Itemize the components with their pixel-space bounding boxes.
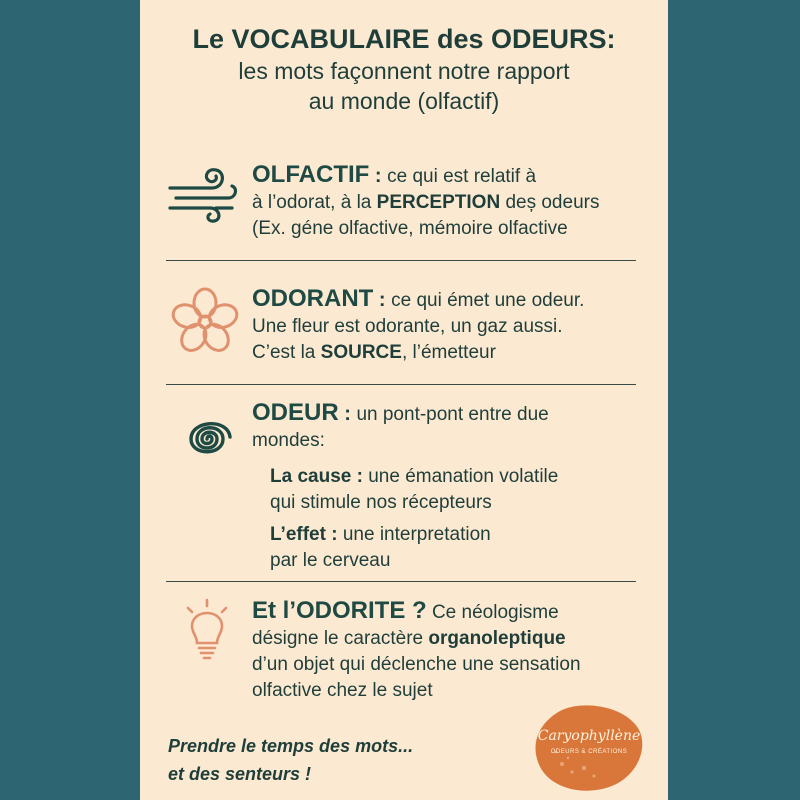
- odeur-line-2: mondes:: [252, 430, 325, 451]
- term-odeur: ODEUR: [252, 399, 339, 426]
- odeur-line-1: un pont-pont entre due: [356, 404, 549, 425]
- logo-tagline: ODEURS & CRÉATIONS: [550, 749, 628, 755]
- olfactif-line-2c: deș odeurs: [500, 192, 600, 213]
- brand-logo: [532, 702, 646, 792]
- term-odorant: ODORANT: [252, 285, 374, 312]
- wind-icon: [166, 164, 242, 224]
- footer-line-2: et des senteurs !: [168, 764, 312, 784]
- term-separator: :: [369, 165, 388, 187]
- odorite-line-4: olfactive chez le sujet: [252, 680, 433, 701]
- cause-line-1: une émanation volatile: [362, 466, 559, 487]
- spiral-icon: [172, 404, 242, 474]
- title-line-1: Le VOCABULAIRE des ODEURS:: [192, 24, 616, 54]
- odorite-line-1: Ce néologisme: [426, 602, 559, 623]
- flower-icon: [170, 286, 240, 356]
- odorite-line-2a: désigne le caractère: [252, 628, 429, 649]
- cause-line-2: qui stimule nos récepteurs: [270, 492, 492, 513]
- term-olfactif: OLFACTIF: [252, 161, 370, 188]
- odorite-text: [252, 598, 581, 704]
- footer-tagline: [168, 732, 413, 788]
- logo-blob: [532, 702, 646, 792]
- odorant-line-3a: C’est la: [252, 342, 321, 363]
- term-separator: :: [373, 289, 392, 311]
- vocabulary-card: [140, 0, 668, 800]
- logo-name: Caryophyllène: [537, 728, 641, 744]
- effect-label: L’effet :: [270, 524, 338, 545]
- odorant-line-2: Une fleur est odorante, un gaz aussi.: [252, 316, 563, 337]
- odorant-line-1: ce qui émet une odeur.: [391, 290, 585, 311]
- divider: [166, 384, 636, 385]
- term-separator: :: [338, 403, 357, 425]
- odorant-source: SOURCE: [320, 342, 402, 363]
- title-line-3: au monde (olfactif): [308, 88, 500, 114]
- divider: [166, 260, 636, 261]
- odorant-text: [252, 286, 584, 366]
- olfactif-line-1: ce qui est relatif à: [387, 166, 537, 187]
- olfactif-line-2a: à l’odorat, à la: [252, 192, 377, 213]
- term-odorite: Et l’ODORITE ?: [252, 597, 427, 624]
- effect-line-2: par le cerveau: [270, 550, 391, 571]
- divider: [166, 581, 636, 582]
- odeur-text: [252, 400, 558, 574]
- olfactif-text: [252, 162, 599, 242]
- title-line-2: les mots façonnent notre rapport: [238, 58, 570, 84]
- odorite-organoleptique: organoleptique: [428, 628, 566, 649]
- cause-label: La cause :: [270, 466, 363, 487]
- footer-line-1: Prendre le temps des mots...: [168, 736, 414, 756]
- lightbulb-icon: [180, 598, 234, 662]
- effect-line-1: une interpretation: [337, 524, 491, 545]
- olfactif-line-3: (Ex. géne olfactive, mémoire olfactive: [252, 218, 568, 239]
- page-title: [140, 22, 668, 116]
- olfactif-perception: PERCEPTION: [376, 192, 501, 213]
- odorite-line-3: d’un objet qui déclenche une sensation: [252, 654, 581, 675]
- odorant-line-3c: , l’émetteur: [401, 342, 496, 363]
